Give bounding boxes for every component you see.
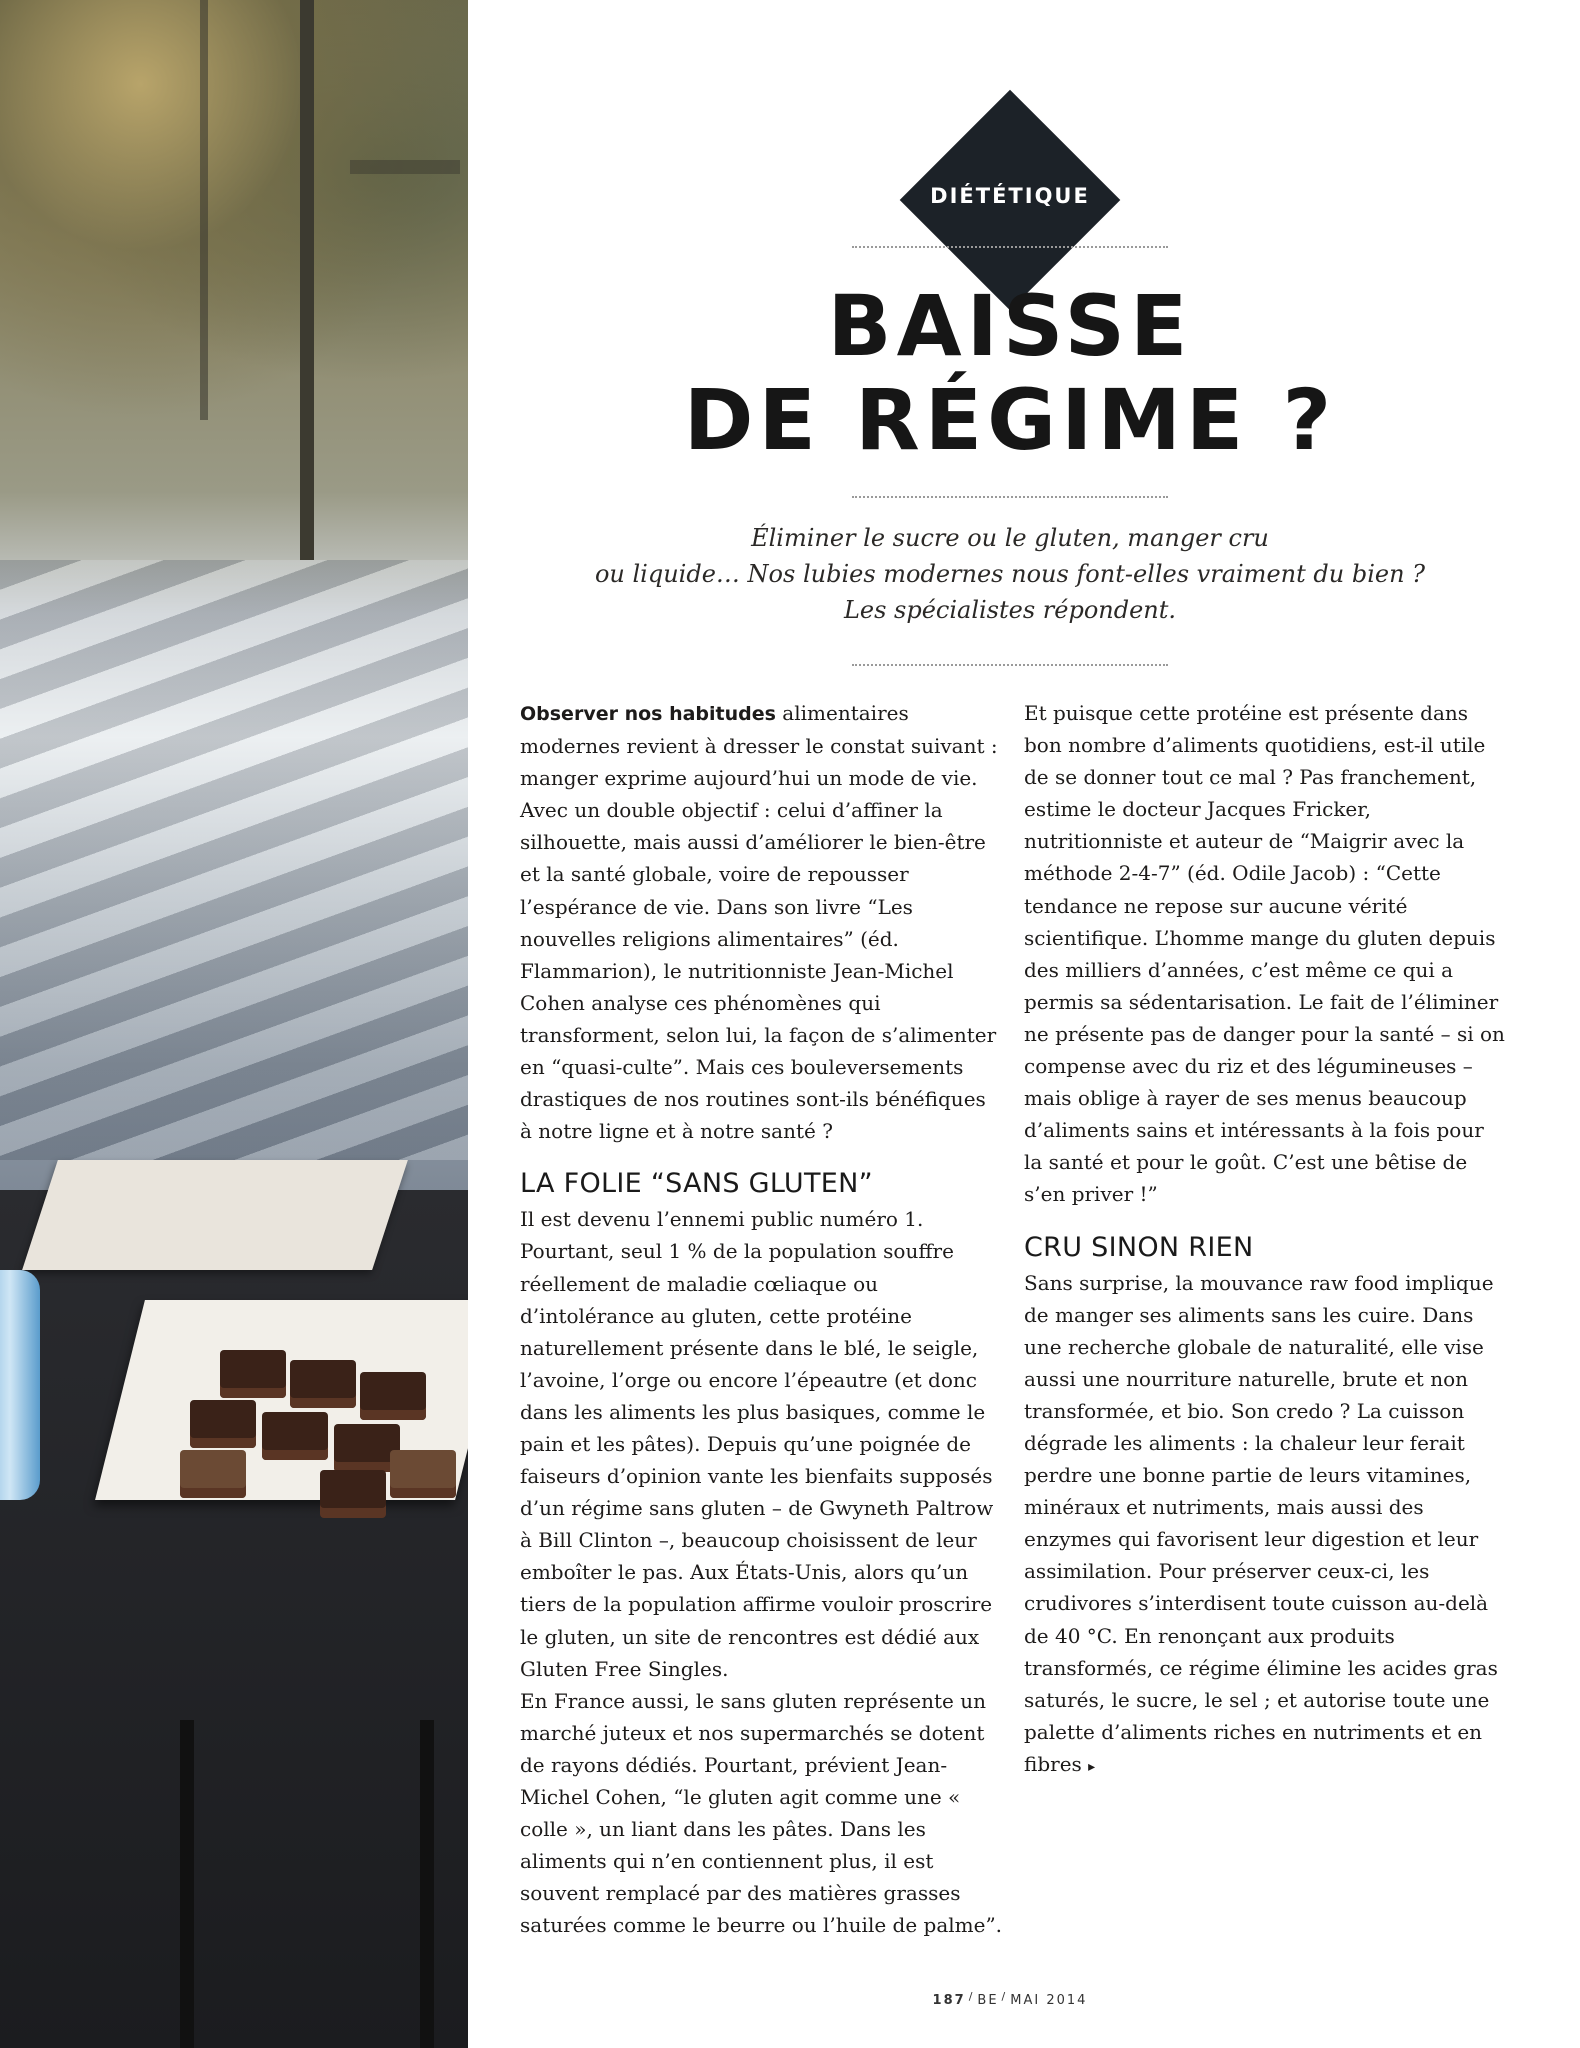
- section-heading-raw: CRU SINON RIEN: [1024, 1231, 1254, 1263]
- photo-cake: [360, 1372, 426, 1420]
- lede-line: Les spécialistes répondent.: [843, 596, 1177, 624]
- body-paragraph: [1024, 1267, 1508, 1784]
- photo-cake: [290, 1360, 356, 1408]
- page-folio: [860, 1990, 1160, 2008]
- section-label: DIÉTÉTIQUE: [930, 184, 1090, 208]
- photo-cake: [262, 1412, 328, 1460]
- photo-water-bottle: [0, 1270, 40, 1500]
- slash-separator: /: [1001, 1990, 1008, 2003]
- photo-cake: [180, 1450, 246, 1498]
- intro-paragraph: [520, 697, 1004, 1147]
- headline-line-1: BAISSE: [827, 277, 1193, 375]
- photo-cake: [220, 1350, 286, 1398]
- photo-trees: [0, 0, 468, 420]
- article-photo: [0, 0, 468, 2048]
- photo-cake: [390, 1450, 456, 1498]
- headline-line-2: DE RÉGIME ?: [683, 371, 1337, 469]
- body-paragraph: Il est devenu l’ennemi public numéro 1. Pourtant, seul 1 % de la population souffre réellement de maladie cœliaque ou d’intolérance au gluten, cette protéine naturellement présente dans le blé, le seigle, l’avoine, l’orge ou encore l’épeautre (et donc dans les aliments les plus basiques, comme le pain et les pâtes). Depuis qu’une poignée de faiseurs d’opinion vante les bienfaits supposés d’un régime sans gluten – de Gwyneth Paltrow à Bill Clinton –, beaucoup choisissent de leur emboîter le pas. Aux États-Unis, alors qu’un tiers de la population affirme vouloir proscrire le gluten, un site de rencontres est dédié aux Gluten Free Singles.: [520, 1207, 994, 1681]
- article-column-2: [1024, 697, 1508, 1783]
- dotted-divider: [852, 246, 1168, 248]
- section-heading-gluten: LA FOLIE “SANS GLUTEN”: [520, 1168, 873, 1200]
- photo-tree-trunk: [200, 0, 208, 420]
- photo-table-leg: [420, 1720, 434, 2048]
- photo-cake: [320, 1470, 386, 1518]
- continue-arrow-icon: ▸: [1088, 1758, 1096, 1775]
- lede-line: Éliminer le sucre ou le gluten, manger cru: [751, 524, 1269, 552]
- intro-text: alimentaires modernes revient à dresser le constat suivant : manger exprime aujourd’hui un mode de vie. Avec un double objectif : celui d’affiner la silhouette, mais aussi d’améliorer le bien-être et la santé globale, voire de repousser l’espérance de vie. Dans son livre “Les nouvelles religions alimentaires” (éd. Flammarion), le nutritionniste Jean-Michel Cohen analyse ces phénomènes qui transforment, selon lui, la façon de s’alimenter en “quasi-culte”. Mais ces bouleversements drastiques de nos routines sont-ils bénéfiques à notre ligne et à notre santé ?: [520, 701, 998, 1144]
- photo-tree-trunk: [300, 0, 314, 560]
- dotted-divider: [852, 664, 1168, 666]
- photo-bench: [350, 160, 460, 174]
- intro-lead: Observer nos habitudes: [520, 703, 776, 725]
- photo-pavement: [0, 560, 468, 1160]
- lede: [560, 520, 1460, 628]
- magazine-name: BE: [977, 1993, 999, 2008]
- photo-cake: [190, 1400, 256, 1448]
- lede-line: ou liquide… Nos lubies modernes nous font-elles vraiment du bien ?: [594, 560, 1426, 588]
- issue-date: MAI 2014: [1010, 1993, 1088, 2008]
- raw-food-text: Sans surprise, la mouvance raw food implique de manger ses aliments sans les cuire. Dans une recherche globale de naturalité, elle vise aussi une nourriture naturelle, brute et non transformée, et bio. Son credo ? La cuisson dégrade les aliments : la chaleur leur ferait perdre une bonne partie de leurs vitamines, minéraux et nutriments, mais aussi des enzymes qui favorisent leur digestion et leur assimilation. Pour préserver ceux-ci, les crudivores s’interdisent toute cuisson au-delà de 40 °C. En renonçant aux produits transformés, ce régime élimine les acides gras saturés, le sucre, le sel ; et autorise toute une palette d’aliments riches en nutriments et en fibres: [1024, 1270, 1498, 1776]
- photo-table-leg: [180, 1720, 194, 2048]
- slash-separator: /: [968, 1990, 975, 2003]
- article-column-1: [520, 697, 1004, 1941]
- body-paragraph: En France aussi, le sans gluten représente un marché juteux et nos supermarchés se dotent de rayons dédiés. Pourtant, prévient Jean-Michel Cohen, “le gluten agit comme une « colle », un liant dans les pâtes. Dans les aliments qui n’en contiennent plus, il est souvent remplacé par des matières grasses saturées comme le beurre ou l’huile de palme”.: [520, 1688, 1003, 1938]
- page-number: 187: [932, 1993, 966, 2008]
- body-paragraph: Et puisque cette protéine est présente dans bon nombre d’aliments quotidiens, est-il utile de se donner tout ce mal ? Pas franchement, estime le docteur Jacques Fricker, nutritionniste et auteur de “Maigrir avec la méthode 2-4-7” (éd. Odile Jacob) : “Cette tendance ne repose sur aucune vérité scientifique. L’homme mange du gluten depuis des milliers d’années, c’est même ce qui a permis sa sédentarisation. Le fait de l’éliminer ne présente pas de danger pour la santé – si on compense avec du riz et des légumineuses – mais oblige à rayer de ses menus beaucoup d’aliments sains et intéressants à la fois pour la santé et pour le goût. C’est une bêtise de s’en priver !”: [1024, 701, 1505, 1207]
- photo-tray: [22, 1160, 408, 1270]
- dotted-divider: [852, 496, 1168, 498]
